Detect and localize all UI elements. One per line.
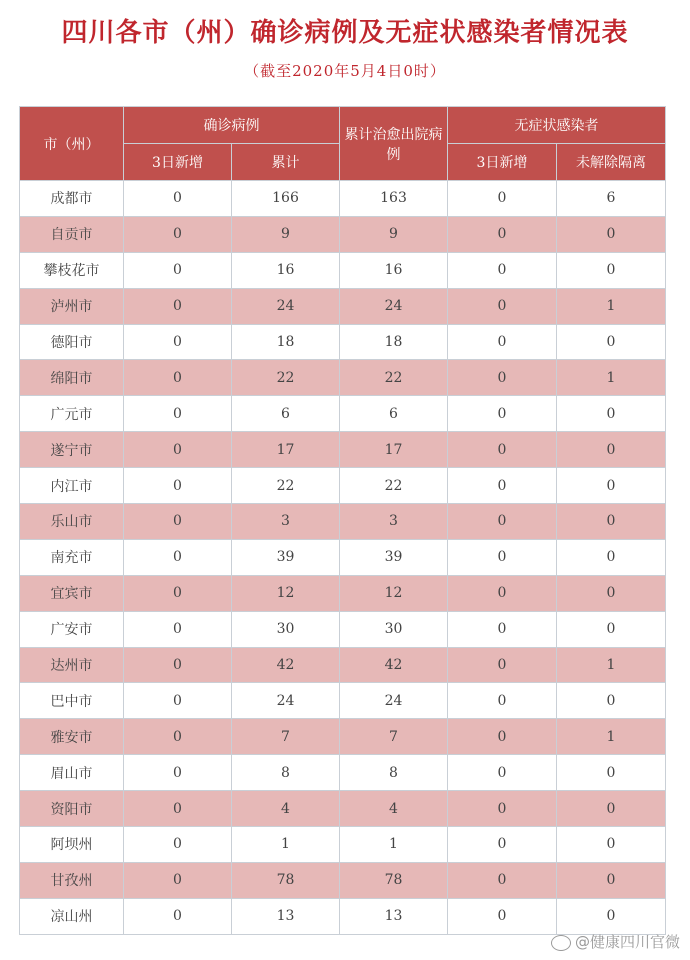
cell-city: 遂宁市	[20, 432, 124, 468]
watermark-text: @健康四川官微	[574, 933, 680, 951]
cell-city: 巴中市	[20, 683, 124, 719]
cell-city: 成都市	[20, 181, 124, 217]
cell-total: 22	[232, 360, 340, 396]
cell-asym-active: 1	[557, 647, 666, 683]
table-row	[20, 575, 666, 611]
cell-city: 德阳市	[20, 324, 124, 360]
cell-total: 22	[232, 468, 340, 504]
cell-asym-active: 0	[557, 827, 666, 863]
cell-asym-active: 0	[557, 755, 666, 791]
cell-asym-new: 0	[448, 504, 557, 540]
cell-asym-active: 0	[557, 432, 666, 468]
cell-new: 0	[124, 432, 232, 468]
cell-asym-new: 0	[448, 252, 557, 288]
header-asymptomatic: 无症状感染者	[448, 107, 666, 144]
cell-total: 42	[232, 647, 340, 683]
cell-recovered: 7	[340, 719, 448, 755]
table-row	[20, 181, 666, 217]
cell-asym-active: 0	[557, 611, 666, 647]
cell-city: 乐山市	[20, 504, 124, 540]
cell-asym-new: 0	[448, 432, 557, 468]
cell-asym-active: 0	[557, 468, 666, 504]
cell-recovered: 13	[340, 898, 448, 934]
cell-new: 0	[124, 862, 232, 898]
table-row	[20, 862, 666, 898]
cell-asym-new: 0	[448, 683, 557, 719]
cell-asym-active: 1	[557, 288, 666, 324]
cell-total: 1	[232, 827, 340, 863]
table-row	[20, 898, 666, 934]
table-row	[20, 252, 666, 288]
cell-new: 0	[124, 504, 232, 540]
cell-asym-active: 0	[557, 898, 666, 934]
cell-new: 0	[124, 791, 232, 827]
cell-recovered: 8	[340, 755, 448, 791]
table-row	[20, 396, 666, 432]
table-row	[20, 683, 666, 719]
cell-new: 0	[124, 611, 232, 647]
cell-new: 0	[124, 647, 232, 683]
cell-asym-new: 0	[448, 611, 557, 647]
cell-asym-active: 0	[557, 252, 666, 288]
cell-asym-new: 0	[448, 396, 557, 432]
cell-new: 0	[124, 719, 232, 755]
cell-recovered: 3	[340, 504, 448, 540]
header-cumulative: 累计	[232, 144, 340, 181]
cell-total: 17	[232, 432, 340, 468]
cell-asym-active: 0	[557, 216, 666, 252]
cell-recovered: 4	[340, 791, 448, 827]
cell-total: 78	[232, 862, 340, 898]
cell-asym-active: 1	[557, 719, 666, 755]
cell-recovered: 17	[340, 432, 448, 468]
cell-asym-new: 0	[448, 755, 557, 791]
cell-asym-active: 1	[557, 360, 666, 396]
cell-recovered: 16	[340, 252, 448, 288]
table-row	[20, 468, 666, 504]
cell-city: 达州市	[20, 647, 124, 683]
cell-asym-new: 0	[448, 862, 557, 898]
cell-city: 凉山州	[20, 898, 124, 934]
cell-asym-active: 0	[557, 396, 666, 432]
cell-asym-active: 0	[557, 324, 666, 360]
cell-asym-new: 0	[448, 647, 557, 683]
cell-total: 3	[232, 504, 340, 540]
cell-city: 宜宾市	[20, 575, 124, 611]
cell-total: 24	[232, 683, 340, 719]
cell-city: 甘孜州	[20, 862, 124, 898]
cell-city: 南充市	[20, 539, 124, 575]
cell-new: 0	[124, 755, 232, 791]
cell-asym-new: 0	[448, 791, 557, 827]
cell-asym-new: 0	[448, 575, 557, 611]
cell-asym-active: 0	[557, 683, 666, 719]
table-row	[20, 647, 666, 683]
cell-asym-new: 0	[448, 216, 557, 252]
cell-asym-new: 0	[448, 468, 557, 504]
table-row	[20, 504, 666, 540]
cell-recovered: 78	[340, 862, 448, 898]
cell-total: 39	[232, 539, 340, 575]
cell-new: 0	[124, 360, 232, 396]
cell-city: 广元市	[20, 396, 124, 432]
cell-new: 0	[124, 683, 232, 719]
cell-city: 雅安市	[20, 719, 124, 755]
table-row	[20, 432, 666, 468]
cell-new: 0	[124, 181, 232, 217]
table-row	[20, 324, 666, 360]
cell-total: 30	[232, 611, 340, 647]
cell-total: 13	[232, 898, 340, 934]
table-row	[20, 791, 666, 827]
cell-asym-new: 0	[448, 288, 557, 324]
cell-new: 0	[124, 288, 232, 324]
cell-recovered: 1	[340, 827, 448, 863]
cell-total: 4	[232, 791, 340, 827]
header-not-released: 未解除隔离	[557, 144, 666, 181]
table-row	[20, 360, 666, 396]
header-row-1	[20, 107, 666, 144]
cell-new: 0	[124, 216, 232, 252]
cell-recovered: 39	[340, 539, 448, 575]
case-table	[19, 106, 666, 935]
cell-total: 18	[232, 324, 340, 360]
cell-recovered: 42	[340, 647, 448, 683]
cell-recovered: 24	[340, 683, 448, 719]
cell-asym-new: 0	[448, 719, 557, 755]
cell-city: 眉山市	[20, 755, 124, 791]
cell-new: 0	[124, 468, 232, 504]
table-row	[20, 539, 666, 575]
header-recovered: 累计治愈出院病例	[340, 107, 448, 181]
cell-recovered: 24	[340, 288, 448, 324]
header-asym-new-day3: 3日新增	[448, 144, 557, 181]
cell-recovered: 22	[340, 468, 448, 504]
cell-new: 0	[124, 898, 232, 934]
table-row	[20, 719, 666, 755]
cell-new: 0	[124, 324, 232, 360]
header-confirmed: 确诊病例	[124, 107, 340, 144]
cell-city: 资阳市	[20, 791, 124, 827]
cell-asym-active: 0	[557, 791, 666, 827]
cell-new: 0	[124, 575, 232, 611]
cell-total: 8	[232, 755, 340, 791]
table-row	[20, 216, 666, 252]
cell-recovered: 12	[340, 575, 448, 611]
cell-recovered: 18	[340, 324, 448, 360]
table-row	[20, 827, 666, 863]
cell-city: 广安市	[20, 611, 124, 647]
cell-recovered: 6	[340, 396, 448, 432]
cell-asym-new: 0	[448, 898, 557, 934]
cell-asym-active: 0	[557, 575, 666, 611]
cell-asym-new: 0	[448, 324, 557, 360]
cell-asym-new: 0	[448, 827, 557, 863]
cell-city: 泸州市	[20, 288, 124, 324]
cell-new: 0	[124, 827, 232, 863]
cell-asym-active: 0	[557, 539, 666, 575]
cell-asym-new: 0	[448, 181, 557, 217]
cell-total: 16	[232, 252, 340, 288]
cell-new: 0	[124, 252, 232, 288]
cell-total: 7	[232, 719, 340, 755]
weibo-icon	[551, 935, 571, 951]
table-row	[20, 755, 666, 791]
cell-recovered: 22	[340, 360, 448, 396]
page-title: 四川各市（州）确诊病例及无症状感染者情况表	[61, 18, 629, 48]
cell-recovered: 163	[340, 181, 448, 217]
cell-asym-active: 6	[557, 181, 666, 217]
table-body	[20, 181, 666, 935]
cell-asym-new: 0	[448, 539, 557, 575]
watermark	[551, 931, 680, 952]
header-city: 市（州）	[20, 107, 124, 181]
cell-city: 内江市	[20, 468, 124, 504]
cell-total: 6	[232, 396, 340, 432]
cell-new: 0	[124, 396, 232, 432]
cell-total: 166	[232, 181, 340, 217]
cell-city: 阿坝州	[20, 827, 124, 863]
table-row	[20, 288, 666, 324]
cell-recovered: 9	[340, 216, 448, 252]
cell-city: 攀枝花市	[20, 252, 124, 288]
cell-recovered: 30	[340, 611, 448, 647]
page-subtitle: （截至2020年5月4日0时）	[244, 62, 446, 80]
cell-asym-new: 0	[448, 360, 557, 396]
cell-city: 绵阳市	[20, 360, 124, 396]
cell-new: 0	[124, 539, 232, 575]
table-row	[20, 611, 666, 647]
cell-total: 9	[232, 216, 340, 252]
cell-asym-active: 0	[557, 862, 666, 898]
cell-asym-active: 0	[557, 504, 666, 540]
header-new-day3: 3日新增	[124, 144, 232, 181]
cell-city: 自贡市	[20, 216, 124, 252]
cell-total: 12	[232, 575, 340, 611]
cell-total: 24	[232, 288, 340, 324]
